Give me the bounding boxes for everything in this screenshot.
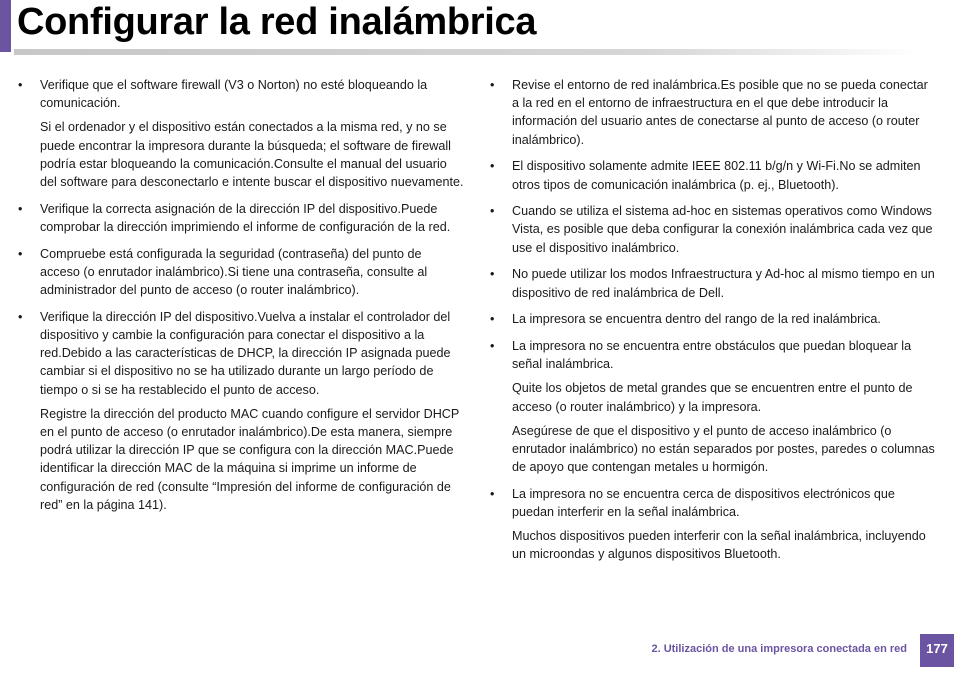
list-item	[490, 76, 938, 149]
bullet-icon: •	[490, 159, 495, 174]
list-item-text: Cuando se utiliza el sistema ad-hoc en sistemas operativos como Windows Vista, es posible que deba configurar la conexión inalámbrica cada vez que use el dispositivo inalámbrico.	[512, 204, 933, 255]
page-number-badge: 177	[920, 634, 954, 667]
bullet-icon: •	[490, 267, 495, 282]
header-accent-bar	[0, 0, 11, 52]
left-column	[18, 76, 464, 522]
list-item	[490, 485, 938, 564]
left-bullet-list	[18, 76, 464, 514]
bullet-icon: •	[18, 78, 23, 92]
bullet-icon: •	[490, 78, 495, 92]
list-item	[18, 245, 464, 300]
title-underline	[14, 49, 919, 55]
list-item	[18, 200, 464, 236]
list-item	[490, 157, 938, 193]
list-item-text: Revise el entorno de red inalámbrica.Es posible que no se pueda conectar a la red en el entorno de infraestructura en el que debe introducir la información del usuario antes de conectarse al punto de acceso (o router inalámbrico).	[512, 78, 928, 147]
bullet-icon: •	[490, 486, 495, 501]
bullet-icon: •	[18, 246, 23, 261]
list-item-text: No puede utilizar los modos Infraestructura y Ad-hoc al mismo tiempo en un dispositivo de red inalámbrica de Dell.	[512, 267, 935, 300]
list-item-text: Verifique la correcta asignación de la dirección IP del dispositivo.Puede comprobar la dirección imprimiendo el informe de configuración de la red.	[40, 201, 451, 234]
bullet-icon: •	[18, 309, 23, 324]
list-item	[490, 310, 938, 328]
list-item-text: Compruebe está configurada la seguridad (contraseña) del punto de acceso (o enrutador inalámbrico).Si tiene una contraseña, consulte al administrador del punto de acceso (o router inalámbrico).	[40, 246, 428, 298]
bullet-icon: •	[18, 201, 23, 216]
list-item-text: La impresora se encuentra dentro del rango de la red inalámbrica.	[512, 312, 881, 327]
list-item-text: Verifique que el software firewall (V3 o Norton) no esté bloqueando la comunicación.	[40, 78, 428, 111]
list-item-note: Quite los objetos de metal grandes que se encuentren entre el punto de acceso (o router inalámbrico) y la impresora.	[512, 381, 913, 414]
list-item-note: Si el ordenador y el dispositivo están conectados a la misma red, y no se puede encontrar la impresora durante la búsqueda; el software de firewall podría estar bloqueando la comunicación.Consulte el manual del usuario del software para desconectarlo e intente buscar el dispositivo nuevamente.	[40, 120, 464, 190]
bullet-icon: •	[490, 312, 495, 327]
right-column	[490, 76, 938, 572]
list-item	[490, 202, 938, 257]
bullet-icon: •	[490, 204, 495, 219]
list-item-text: La impresora no se encuentra entre obstáculos que puedan bloquear la señal inalámbrica.	[512, 338, 912, 372]
list-item-text: La impresora no se encuentra cerca de dispositivos electrónicos que puedan interferir en la señal inalámbrica.	[512, 486, 895, 520]
list-item-note: Asegúrese de que el dispositivo y el punto de acceso inalámbrico (o enrutador inalámbrico) no están separados por postes, paredes o columnas de apoyo que contengan metales u hormigón.	[512, 423, 935, 475]
bullet-icon: •	[490, 338, 495, 353]
right-bullet-list	[490, 76, 938, 564]
list-item-note: Muchos dispositivos pueden interferir con la señal inalámbrica, incluyendo un microondas y algunos dispositivos Bluetooth.	[512, 529, 926, 562]
list-item-text: El dispositivo solamente admite IEEE 802.11 b/g/n y Wi-Fi.No se admiten otros tipos de comunicación inalámbrica (p. ej., Bluetooth).	[512, 159, 921, 192]
list-item	[18, 308, 464, 514]
list-item	[18, 76, 464, 191]
footer-section-title: 2. Utilización de una impresora conectada en red	[651, 643, 907, 655]
list-item	[490, 265, 938, 301]
page-title: Configurar la red inalámbrica	[17, 1, 537, 43]
list-item-note: Registre la dirección del producto MAC cuando configure el servidor DHCP en el punto de acceso (o enrutador inalámbrico).De esta manera, siempre podrá utilizar la dirección IP que se configura con la dirección MAC.Puede identificar la dirección MAC de la máquina si imprime un informe de configuración de red (consulte “Impresión del informe de configuración de red” en la página 141).	[40, 406, 460, 512]
list-item	[490, 337, 938, 476]
list-item-text: Verifique la dirección IP del dispositivo.Vuelva a instalar el controlador del dispositivo y cambie la configuración para conectar el dispositivo a la red.Debido a las características de DHCP, la dirección IP asignada puede cambiar si el dispositivo no se ha utilizado durante un largo período de tiempo o si se ha restablecido el punto de acceso.	[40, 309, 451, 397]
